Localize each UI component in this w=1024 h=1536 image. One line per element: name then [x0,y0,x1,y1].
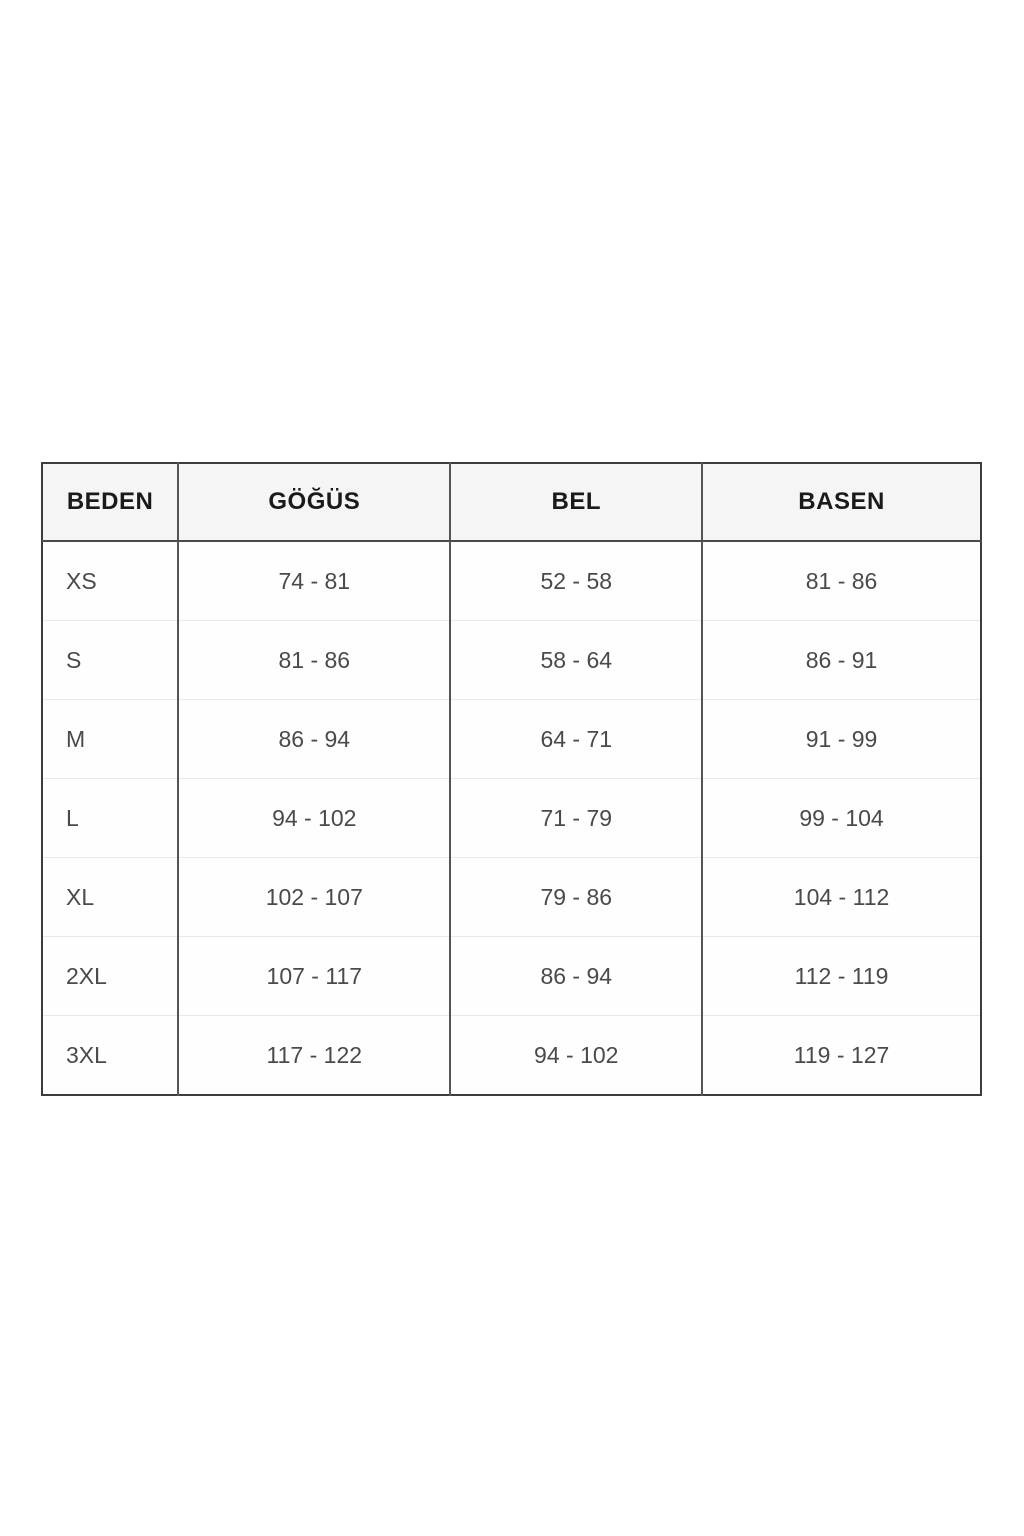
waist-range: 64 - 71 [450,700,702,779]
column-header-bel: BEL [450,463,702,541]
size-label: 2XL [42,937,178,1016]
size-label: S [42,621,178,700]
hip-range: 112 - 119 [702,937,981,1016]
waist-range: 79 - 86 [450,858,702,937]
table-row [42,779,981,858]
size-label: L [42,779,178,858]
table-row [42,621,981,700]
waist-range: 58 - 64 [450,621,702,700]
table-row [42,858,981,937]
waist-range: 71 - 79 [450,779,702,858]
column-header-basen: BASEN [702,463,981,541]
waist-range: 52 - 58 [450,541,702,621]
size-label: M [42,700,178,779]
chest-range: 81 - 86 [178,621,450,700]
chest-range: 102 - 107 [178,858,450,937]
waist-range: 94 - 102 [450,1016,702,1096]
size-label: 3XL [42,1016,178,1096]
column-header-beden: BEDEN [42,463,178,541]
chest-range: 107 - 117 [178,937,450,1016]
table-header-row [42,463,981,541]
size-label: XL [42,858,178,937]
hip-range: 104 - 112 [702,858,981,937]
size-chart-table [41,462,982,1096]
column-header-gogus: GÖĞÜS [178,463,450,541]
chest-range: 117 - 122 [178,1016,450,1096]
hip-range: 119 - 127 [702,1016,981,1096]
size-label: XS [42,541,178,621]
table-row [42,541,981,621]
table-row [42,937,981,1016]
table-row [42,700,981,779]
waist-range: 86 - 94 [450,937,702,1016]
hip-range: 81 - 86 [702,541,981,621]
hip-range: 86 - 91 [702,621,981,700]
hip-range: 91 - 99 [702,700,981,779]
table-row [42,1016,981,1096]
hip-range: 99 - 104 [702,779,981,858]
chest-range: 74 - 81 [178,541,450,621]
chest-range: 94 - 102 [178,779,450,858]
chest-range: 86 - 94 [178,700,450,779]
